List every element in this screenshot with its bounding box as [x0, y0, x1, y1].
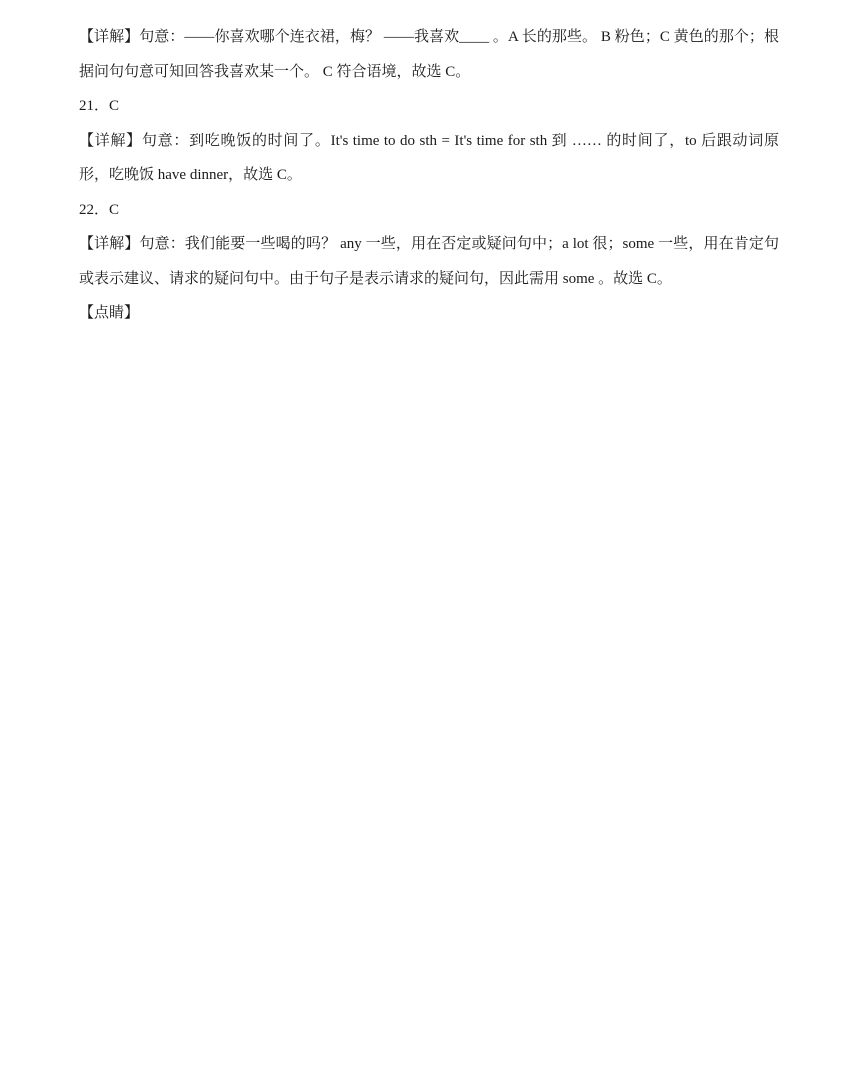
- explanation-paragraph-20: 【详解】句意：——你喜欢哪个连衣裙，梅？ ——我喜欢____ 。A 长的那些。 B 粉色；C 黄色的那个；根据问句句意可知回答我喜欢某一个。 C 符合语境，故选 C。: [79, 29, 779, 80]
- answer-line-21: 21．C: [79, 98, 120, 114]
- explanation-paragraph-21: 【详解】句意：到吃晚饭的时间了。It's time to do sth = It's time for sth 到 …… 的时间了，to 后跟动词原形，吃晚饭 have dinner，故选 C。: [79, 132, 779, 183]
- answer-line-22: 22．C: [79, 201, 120, 218]
- explanation-paragraph-22: 【详解】句意：我们能要一些喝的吗？ any 一些，用在否定或疑问句中；a lot 很；some 一些，用在肯定句或表示建议、请求的疑问句中。由于句子是表示请求的疑问句，因此需用 some 。故选 C。: [79, 236, 779, 287]
- document-page: [79, 20, 779, 331]
- comment-heading: 【点睛】: [79, 305, 140, 321]
